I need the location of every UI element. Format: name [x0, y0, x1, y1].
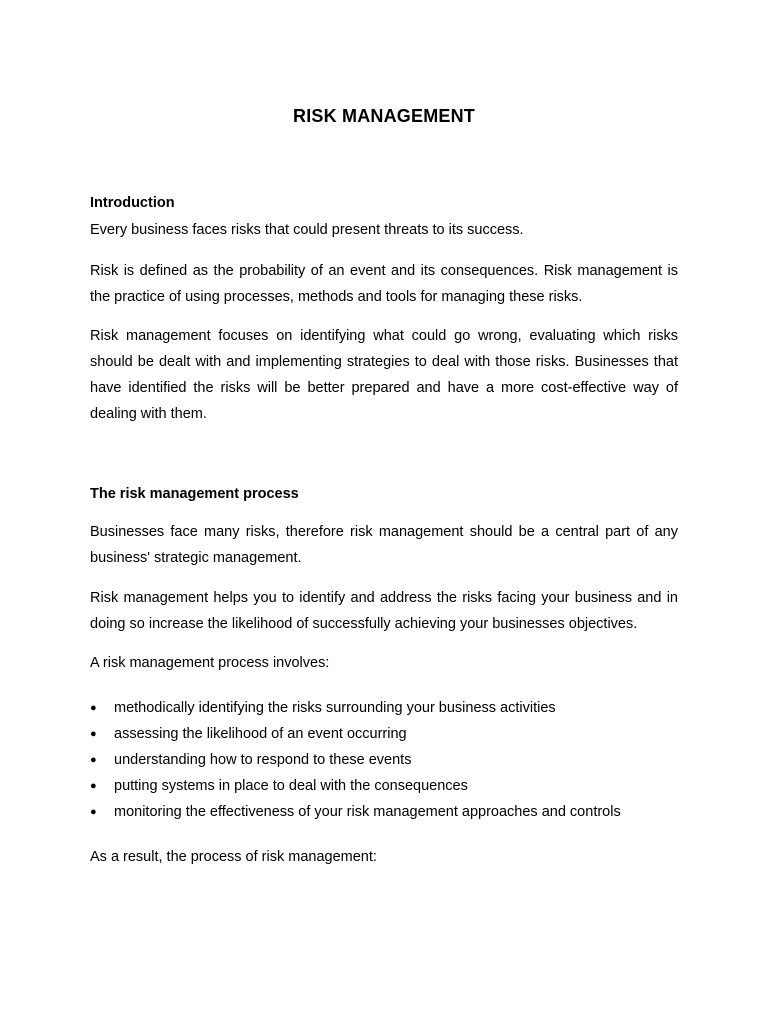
- bullet-icon: ●: [90, 780, 97, 792]
- intro-paragraph-3: Risk management focuses on identifying what could go wrong, evaluating which risks should be dealt with and implementing strategies to deal with those risks. Businesses that have identified the risks will be better prepared and have a more cost-effective way of dealing with them.: [90, 328, 678, 422]
- bullet-item: [90, 799, 690, 825]
- process-closing-paragraph: As a result, the process of risk management:: [90, 849, 377, 865]
- bullet-icon: ●: [90, 728, 97, 740]
- intro-paragraph-1: Every business faces risks that could present threats to its success.: [90, 222, 524, 238]
- bullet-item: [90, 695, 690, 721]
- process-bullet-list: [90, 695, 690, 825]
- intro-paragraph-2: Risk is defined as the probability of an event and its consequences. Risk management is the practice of using processes, methods and tools for managing these risks.: [90, 263, 678, 305]
- process-paragraph-2: Risk management helps you to identify and address the risks facing your business and in doing so increase the likelihood of successfully achieving your businesses objectives.: [90, 590, 678, 632]
- bullet-text: understanding how to respond to these events: [114, 752, 412, 768]
- bullet-item: [90, 721, 690, 747]
- document-title: RISK MANAGEMENT: [293, 106, 475, 126]
- bullet-text: monitoring the effectiveness of your risk management approaches and controls: [114, 804, 621, 820]
- bullet-icon: ●: [90, 806, 97, 818]
- bullet-item: [90, 773, 690, 799]
- bullet-icon: ●: [90, 754, 97, 766]
- bullet-text: putting systems in place to deal with the consequences: [114, 778, 468, 794]
- process-paragraph-1: Businesses face many risks, therefore risk management should be a central part of any business' strategic management.: [90, 524, 678, 566]
- bullet-item: [90, 747, 690, 773]
- process-paragraph-3: A risk management process involves:: [90, 655, 330, 671]
- bullet-text: methodically identifying the risks surrounding your business activities: [114, 700, 556, 716]
- bullet-text: assessing the likelihood of an event occurring: [114, 726, 407, 742]
- section-heading-process: The risk management process: [90, 486, 299, 502]
- bullet-icon: ●: [90, 702, 97, 714]
- section-heading-introduction: Introduction: [90, 195, 175, 211]
